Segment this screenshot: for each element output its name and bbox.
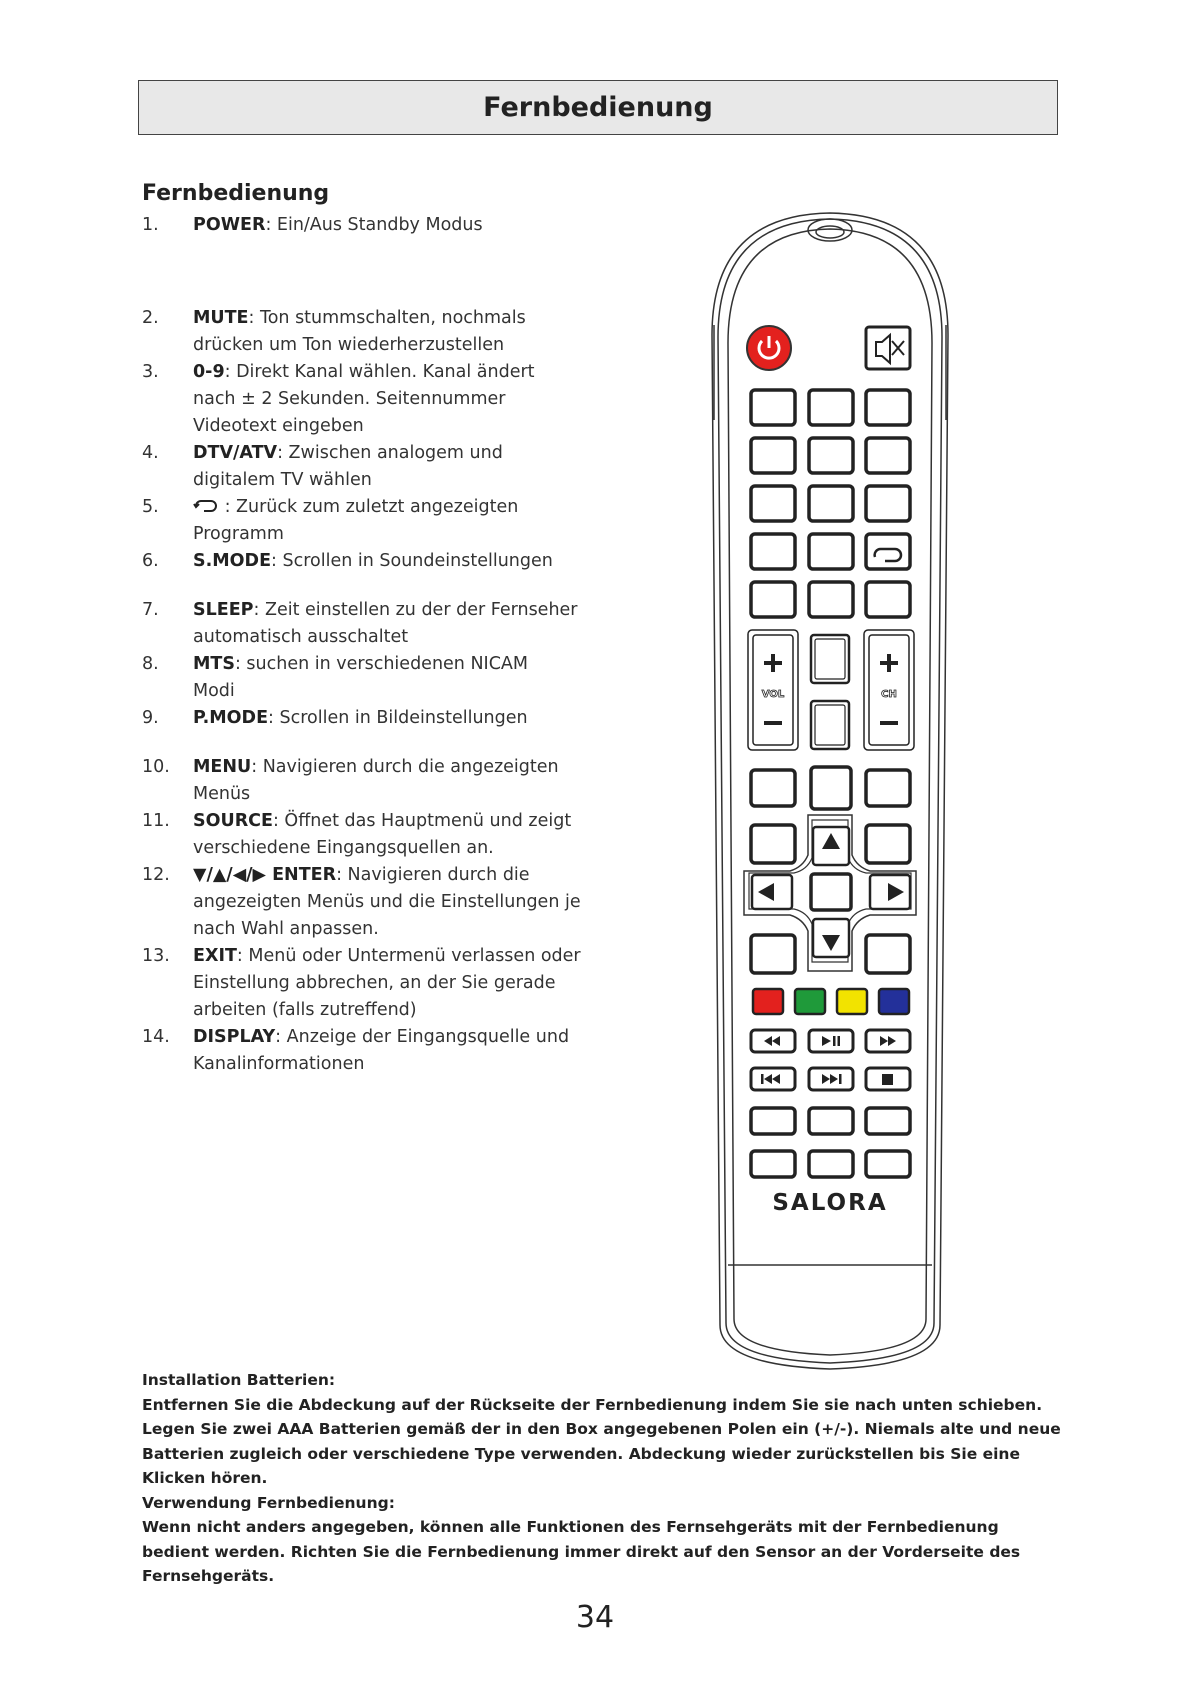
key-nav-extra [866, 825, 910, 863]
key-bottom-5 [809, 1151, 853, 1177]
key-7 [751, 486, 795, 521]
key-bottom-2 [809, 1108, 853, 1134]
key-bottom-6 [866, 1151, 910, 1177]
recall-icon [193, 499, 219, 513]
key-nav-extra2 [866, 935, 910, 973]
red-button [753, 989, 783, 1014]
usage-text: Wenn nicht anders angegeben, können alle Funktionen des Fernsehgeräts mit der Fernbedienung bedient werden. Richten Sie die Fernbedienung immer direkt auf den Sensor an der Vorderseite des Fernsehgeräts. [142, 1518, 1021, 1585]
key-sleep [809, 582, 853, 617]
battery-heading: Installation Batterien: [142, 1371, 336, 1389]
blue-button [879, 989, 909, 1014]
key-1 [751, 390, 795, 425]
key-recall [866, 534, 910, 569]
remote-control-illustration [700, 205, 960, 1375]
key-menu [751, 770, 795, 806]
key-5 [809, 438, 853, 473]
key-3 [866, 390, 910, 425]
key-4 [751, 438, 795, 473]
vol-label: VOL [761, 689, 785, 700]
battery-text: Entfernen Sie die Abdeckung auf der Rückseite der Fernbedienung indem Sie sie nach unten schieben. Legen Sie zwei AAA Batterien gemäß der in den Box angegebenen Polen ein (+/-). Niemals alte und neue Batterien zugleich oder verschiedene Type verwenden. Abdeckung wieder zurückstellen bis Sie eine Klicken hören. [142, 1395, 1061, 1487]
brand-logo: SALORA [772, 1190, 888, 1216]
key-6 [866, 438, 910, 473]
page-number: 34 [575, 1600, 615, 1635]
ch-label: CH [881, 689, 897, 700]
green-button [795, 989, 825, 1014]
key-mts [866, 582, 910, 617]
key-source [811, 767, 851, 809]
key-info [751, 935, 795, 973]
key-smode [751, 582, 795, 617]
key-enter [811, 874, 851, 910]
key-2 [809, 390, 853, 425]
power-button-icon [747, 326, 791, 370]
stop-icon [882, 1074, 893, 1085]
key-0 [809, 534, 853, 569]
key-exit [866, 770, 910, 806]
key-bottom-3 [866, 1108, 910, 1134]
key-display [751, 825, 795, 863]
mute-button-icon [866, 327, 910, 369]
instructions-block [142, 1368, 1062, 1589]
key-bottom-4 [751, 1151, 795, 1177]
section-title: Fernbedienung [142, 181, 330, 206]
page-header [138, 80, 1058, 135]
page-title: Fernbedienung [483, 92, 713, 123]
yellow-button [837, 989, 867, 1014]
key-dtv-atv [751, 534, 795, 569]
key-8 [809, 486, 853, 521]
key-bottom-1 [751, 1108, 795, 1134]
key-9 [866, 486, 910, 521]
usage-heading: Verwendung Fernbedienung: [142, 1493, 395, 1512]
